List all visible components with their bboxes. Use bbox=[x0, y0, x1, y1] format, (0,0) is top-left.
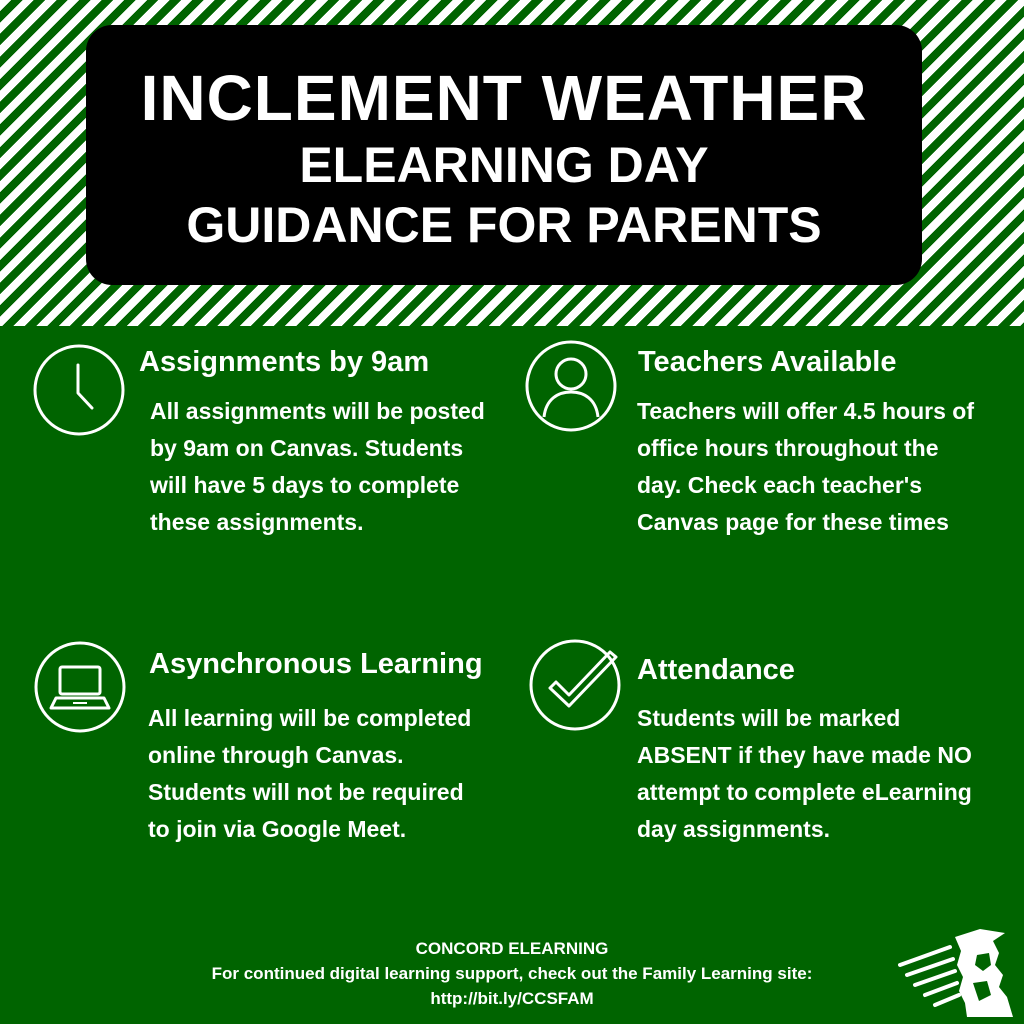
section-title-attendance: Attendance bbox=[637, 654, 795, 686]
laptop-icon bbox=[33, 640, 127, 734]
title-banner bbox=[86, 25, 922, 285]
title-line-3: GUIDANCE FOR PARENTS bbox=[186, 197, 822, 253]
section-body-asynchronous: All learning will be completed online through Canvas. Students will not be required to join via Google Meet. bbox=[148, 705, 472, 842]
section-body-attendance: Students will be marked ABSENT if they have made NO attempt to complete eLearning day assignments. bbox=[637, 705, 972, 842]
footer bbox=[0, 936, 1024, 1011]
footer-heading: CONCORD ELEARNING bbox=[415, 939, 609, 958]
footer-link[interactable]: http://bit.ly/CCSFAM bbox=[430, 989, 594, 1008]
minuteman-logo-icon bbox=[895, 925, 1020, 1020]
checkmark-icon bbox=[528, 638, 622, 732]
title-line-1: INCLEMENT WEATHER bbox=[140, 62, 868, 134]
section-title-teachers: Teachers Available bbox=[638, 346, 897, 378]
section-body-teachers: Teachers will offer 4.5 hours of office hours throughout the day. Check each teacher's Canvas page for these times bbox=[637, 398, 974, 535]
section-title-asynchronous: Asynchronous Learning bbox=[149, 648, 483, 680]
section-title-assignments: Assignments by 9am bbox=[139, 346, 430, 378]
title-line-2: ELEARNING DAY bbox=[299, 137, 709, 193]
section-body-assignments: All assignments will be posted by 9am on Canvas. Students will have 5 days to complete these assignments. bbox=[150, 398, 485, 535]
clock-icon bbox=[32, 343, 126, 437]
footer-text: For continued digital learning support, check out the Family Learning site: bbox=[211, 964, 813, 983]
person-icon bbox=[524, 339, 618, 433]
